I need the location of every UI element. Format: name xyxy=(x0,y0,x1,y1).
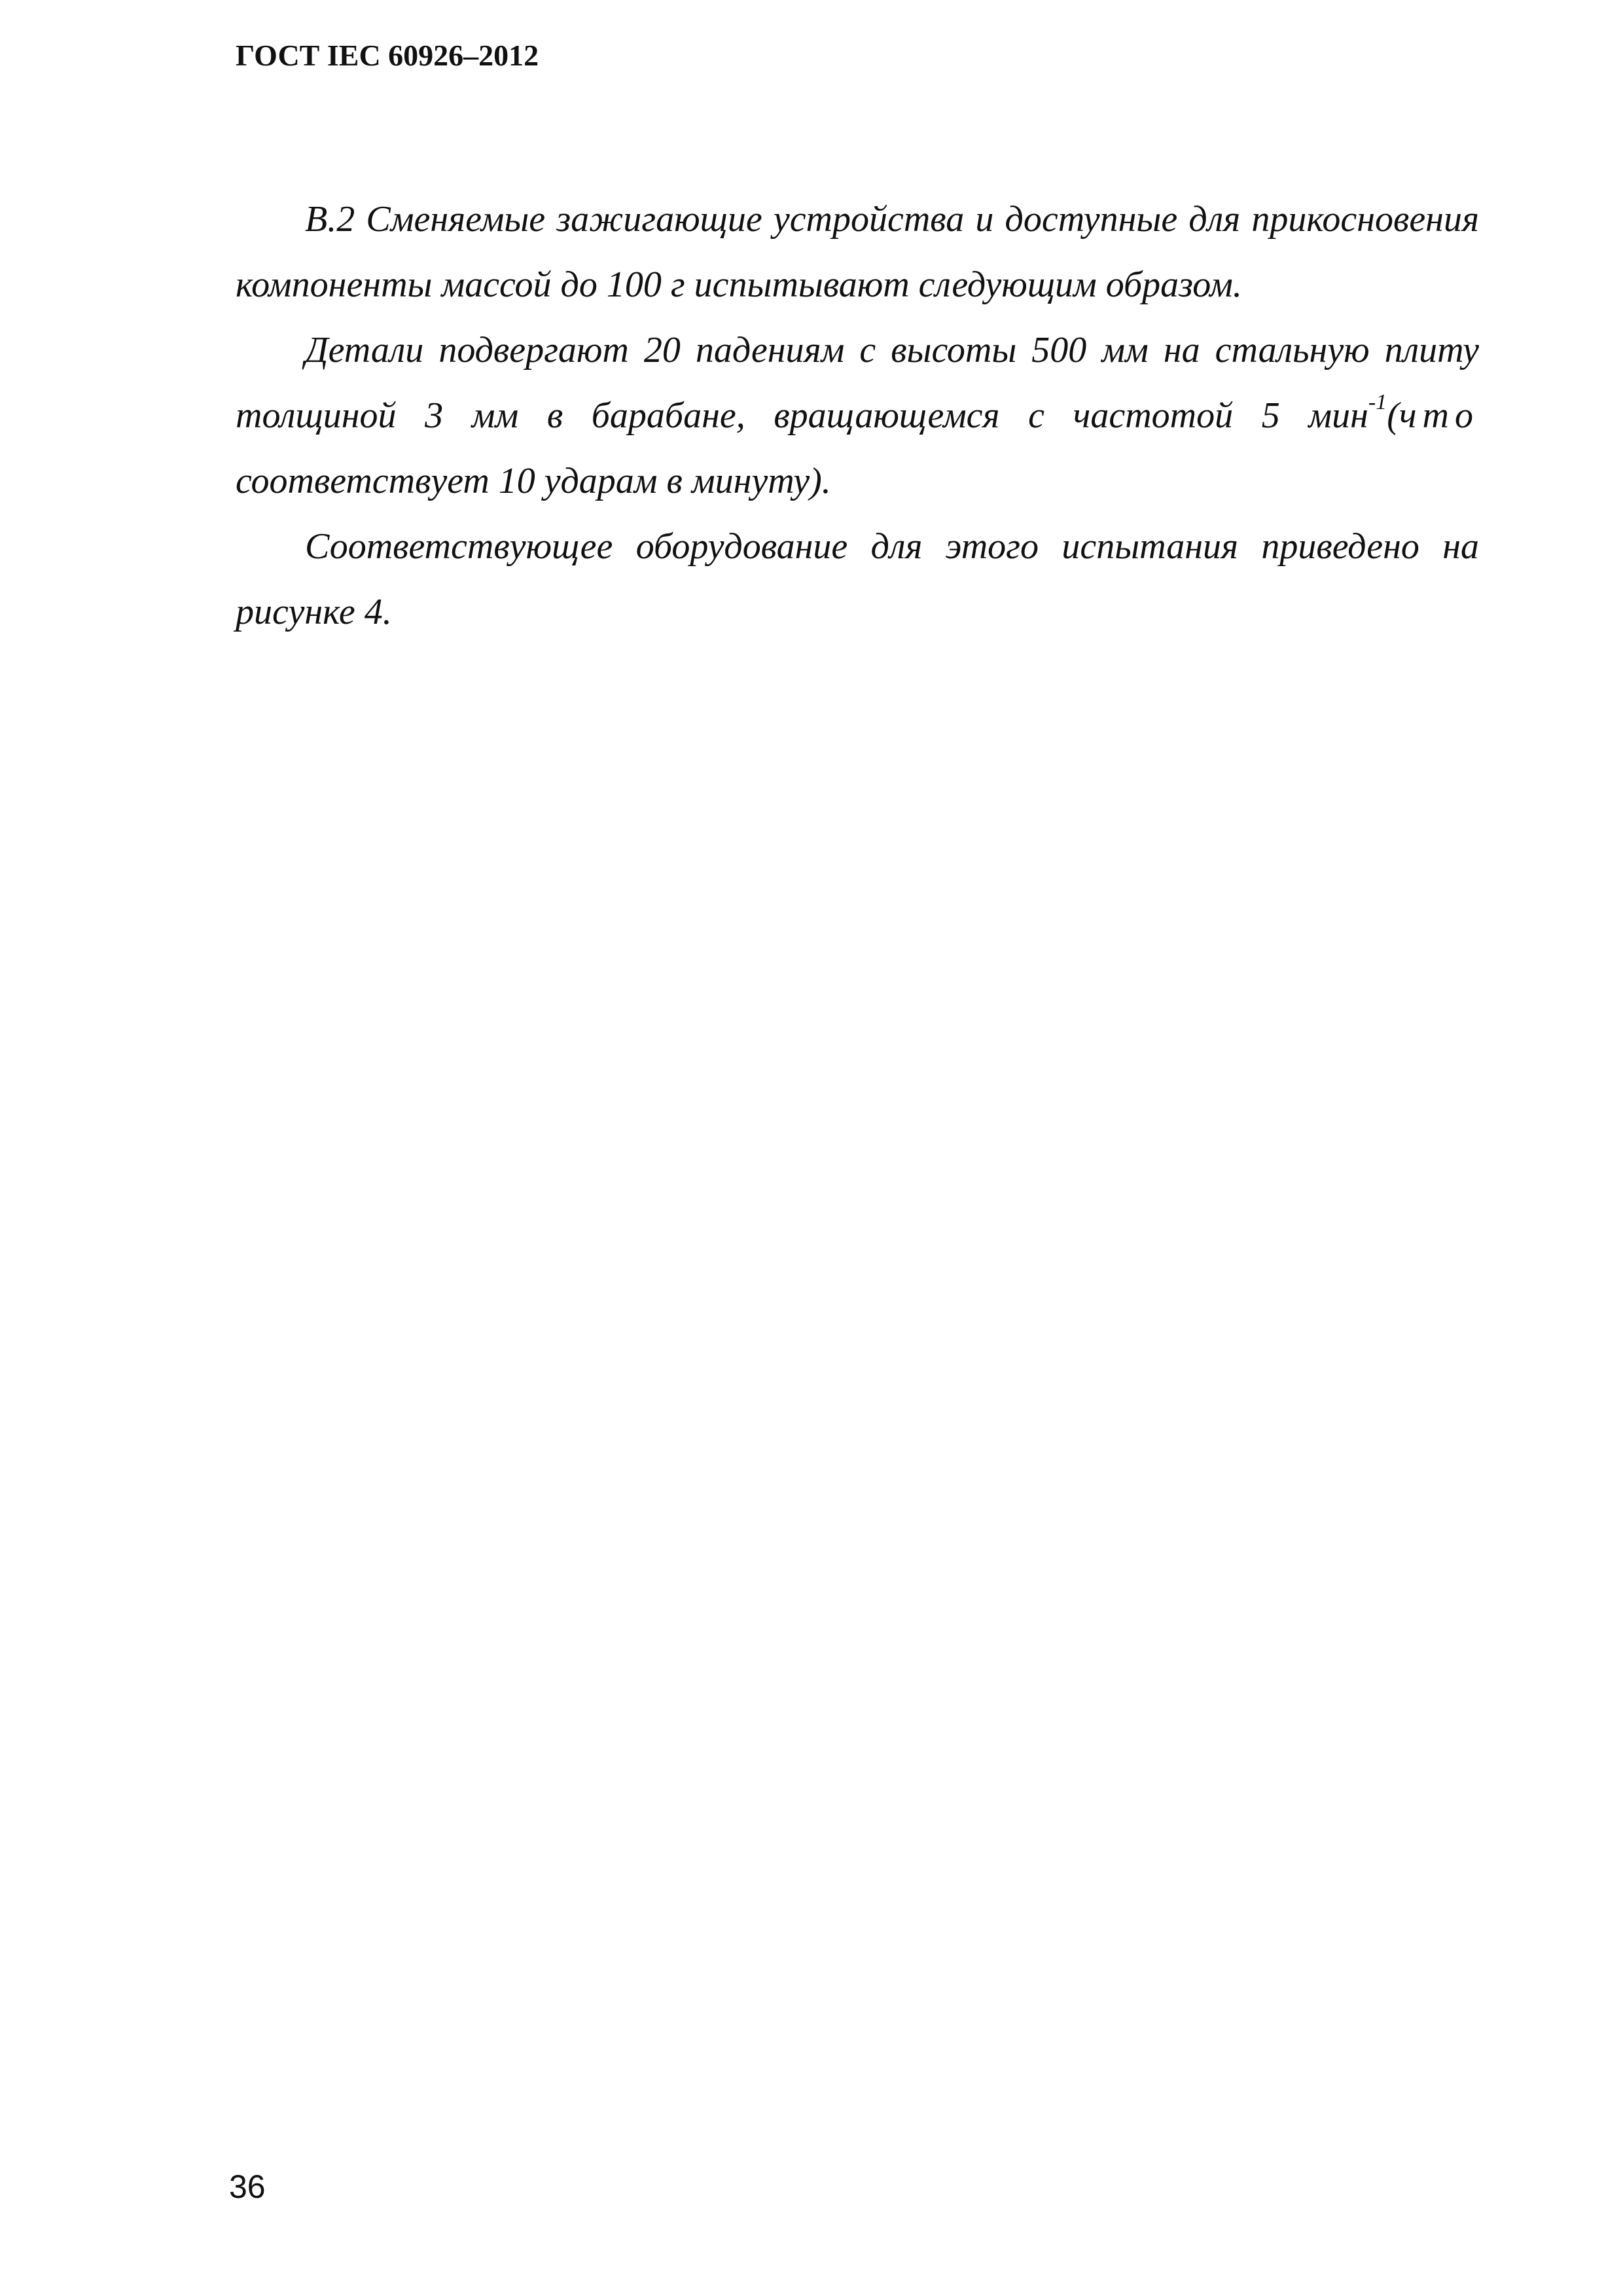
document-header: ГОСТ IEC 60926–2012 xyxy=(236,39,539,72)
paren-open: ( xyxy=(1387,395,1399,436)
paragraph-drop-test xyxy=(236,317,1479,514)
drop-test-text-end: соответствует 10 ударам в минуту). xyxy=(236,461,831,501)
page-number: 36 xyxy=(229,2168,266,2205)
document-body xyxy=(236,187,1479,645)
spaced-word: что xyxy=(1399,395,1479,436)
superscript-minus-one: -1 xyxy=(1368,390,1387,415)
paragraph-equipment: Соответствующее оборудование для этого испытания приведено на рисунке 4. xyxy=(236,526,1479,632)
drop-test-text: Детали подвергают 20 падениям с высоты 500 мм на стальную плиту толщиной 3 мм в барабане, вращающемся с частотой 5 мин xyxy=(236,330,1479,436)
paragraph-b2: В.2 Сменяемые зажигающие устройства и доступные для прикосновения компоненты массой до 100 г испытывают следующим образом. xyxy=(236,199,1479,305)
